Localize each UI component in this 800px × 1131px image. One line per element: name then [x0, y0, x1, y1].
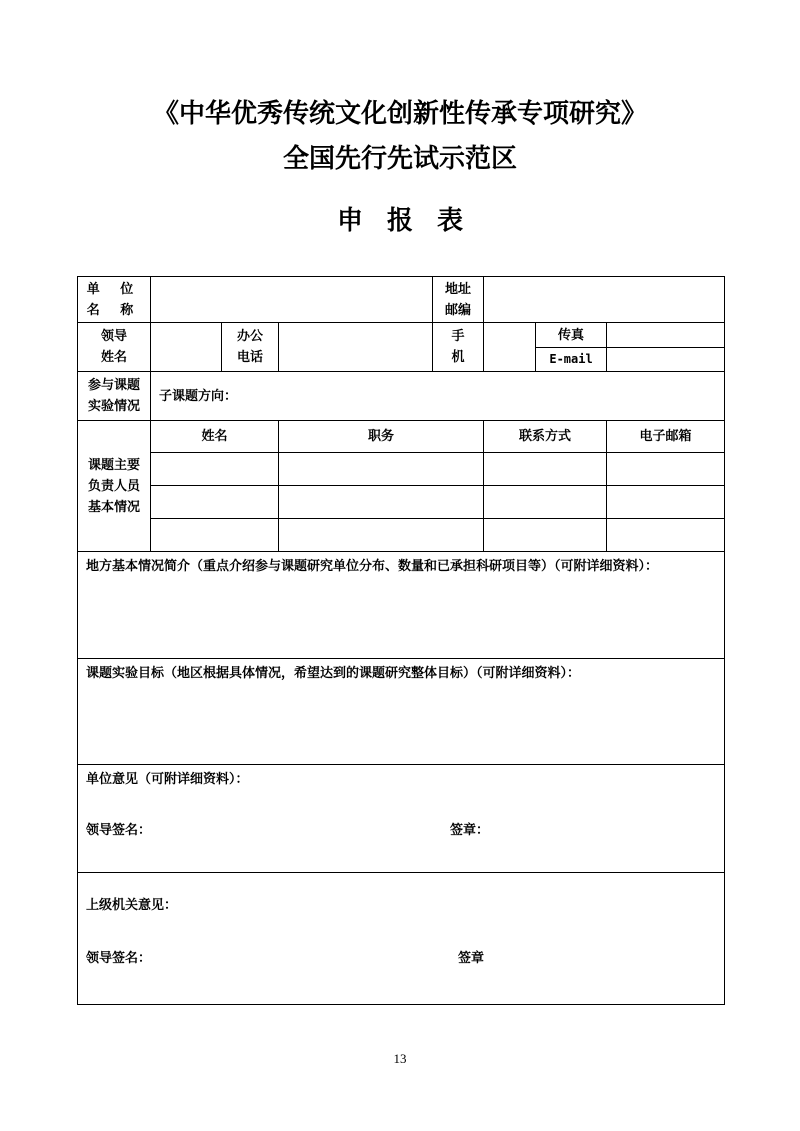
leader-name-input[interactable] — [151, 340, 221, 355]
participation-label-line2: 实验情况 — [87, 399, 140, 414]
leader-name-label-line2: 姓名 — [100, 350, 127, 365]
leader-signature-label-2: 领导签名： — [86, 951, 152, 966]
application-form-table — [77, 276, 725, 1005]
local-intro-row — [78, 552, 725, 659]
column-header-contact: 联系方式 — [484, 421, 607, 453]
office-phone-label-line1: 办公 — [236, 329, 263, 344]
email-input[interactable] — [607, 352, 724, 367]
subtopic-label: 子课题方向： — [159, 388, 238, 404]
email-field[interactable] — [607, 348, 725, 372]
seal-label-2: 签章 — [458, 951, 485, 966]
person-name-cell[interactable] — [151, 486, 279, 519]
person-contact-cell[interactable] — [484, 453, 607, 486]
unit-signature-line — [78, 820, 724, 841]
person-title-cell[interactable] — [279, 486, 484, 519]
unit-name-row — [78, 277, 725, 323]
column-header-title: 职务 — [279, 421, 484, 453]
unit-name-input[interactable] — [151, 292, 432, 307]
page-number: 13 — [393, 1051, 407, 1066]
local-intro-field[interactable] — [78, 552, 725, 659]
mobile-label-line2: 机 — [451, 350, 465, 365]
mobile-label-line1: 手 — [451, 329, 465, 344]
participation-field[interactable] — [151, 372, 725, 421]
address-label — [433, 277, 484, 323]
email-label: E-mail — [536, 348, 607, 372]
column-header-name: 姓名 — [151, 421, 279, 453]
leader-name-label-line1: 领导 — [100, 329, 127, 344]
superior-opinion-row — [78, 873, 725, 1005]
persons-header-row — [78, 421, 725, 453]
persons-label-line2: 负责人员 — [87, 478, 140, 494]
office-phone-label — [222, 323, 279, 372]
address-input[interactable] — [484, 292, 724, 307]
column-header-email: 电子邮箱 — [607, 421, 725, 453]
person-name-cell[interactable] — [151, 453, 279, 486]
persons-label-line3: 基本情况 — [87, 499, 140, 515]
person-email-cell[interactable] — [607, 453, 725, 486]
office-phone-field[interactable] — [279, 323, 433, 372]
superior-signature-line — [78, 948, 724, 969]
address-field[interactable] — [484, 277, 725, 323]
person-title-cell[interactable] — [279, 519, 484, 552]
participation-row — [78, 372, 725, 421]
leader-name-label — [78, 323, 151, 372]
unit-opinion-field[interactable] — [78, 765, 725, 873]
person-title-cell[interactable] — [279, 453, 484, 486]
experiment-goal-row — [78, 659, 725, 765]
superior-opinion-label: 上级机关意见： — [86, 898, 178, 913]
title-line-1: 《中华优秀传统文化创新性传承专项研究》 — [152, 99, 647, 129]
persons-row — [78, 486, 725, 519]
local-intro-label: 地方基本情况简介（重点介绍参与课题研究单位分布、数量和已承担科研项目等）（可附详细资料）： — [86, 559, 659, 574]
person-email-cell[interactable] — [607, 519, 725, 552]
fax-input[interactable] — [607, 328, 724, 343]
unit-opinion-label: 单位意见（可附详细资料）： — [86, 772, 249, 787]
persons-row — [78, 453, 725, 486]
leader-name-field[interactable] — [151, 323, 222, 372]
unit-opinion-row — [78, 765, 725, 873]
experiment-goal-field[interactable] — [78, 659, 725, 765]
seal-label-1: 签章： — [450, 823, 490, 838]
fax-label: 传真 — [536, 323, 607, 348]
office-phone-input[interactable] — [279, 340, 432, 355]
unit-name-label-line1: 单 位 — [86, 281, 142, 297]
address-label-line2: 邮编 — [445, 302, 472, 318]
mobile-label — [433, 323, 484, 372]
person-email-cell[interactable] — [607, 486, 725, 519]
leader-signature-label-1: 领导签名： — [86, 823, 152, 838]
persons-label-line1: 课题主要 — [87, 457, 140, 473]
fax-field[interactable] — [607, 323, 725, 348]
unit-name-field[interactable] — [151, 277, 433, 323]
person-contact-cell[interactable] — [484, 519, 607, 552]
title-line-2: 全国先行先试示范区 — [282, 144, 517, 174]
persons-row — [78, 519, 725, 552]
address-label-line1: 地址 — [445, 281, 472, 297]
participation-label — [78, 372, 151, 421]
person-name-cell[interactable] — [151, 519, 279, 552]
persons-label — [78, 421, 151, 552]
leader-row-top — [78, 323, 725, 348]
participation-label-line1: 参与课题 — [87, 378, 140, 393]
unit-name-label-line2: 名 称 — [86, 302, 142, 318]
superior-opinion-field[interactable] — [78, 873, 725, 1005]
office-phone-label-line2: 电话 — [236, 350, 263, 365]
mobile-input[interactable] — [484, 340, 535, 355]
form-title: 申报表 — [336, 206, 487, 236]
unit-name-label — [78, 277, 151, 323]
mobile-field[interactable] — [484, 323, 536, 372]
experiment-goal-label: 课题实验目标（地区根据具体情况，希望达到的课题研究整体目标）（可附详细资料）： — [86, 666, 581, 681]
person-contact-cell[interactable] — [484, 486, 607, 519]
